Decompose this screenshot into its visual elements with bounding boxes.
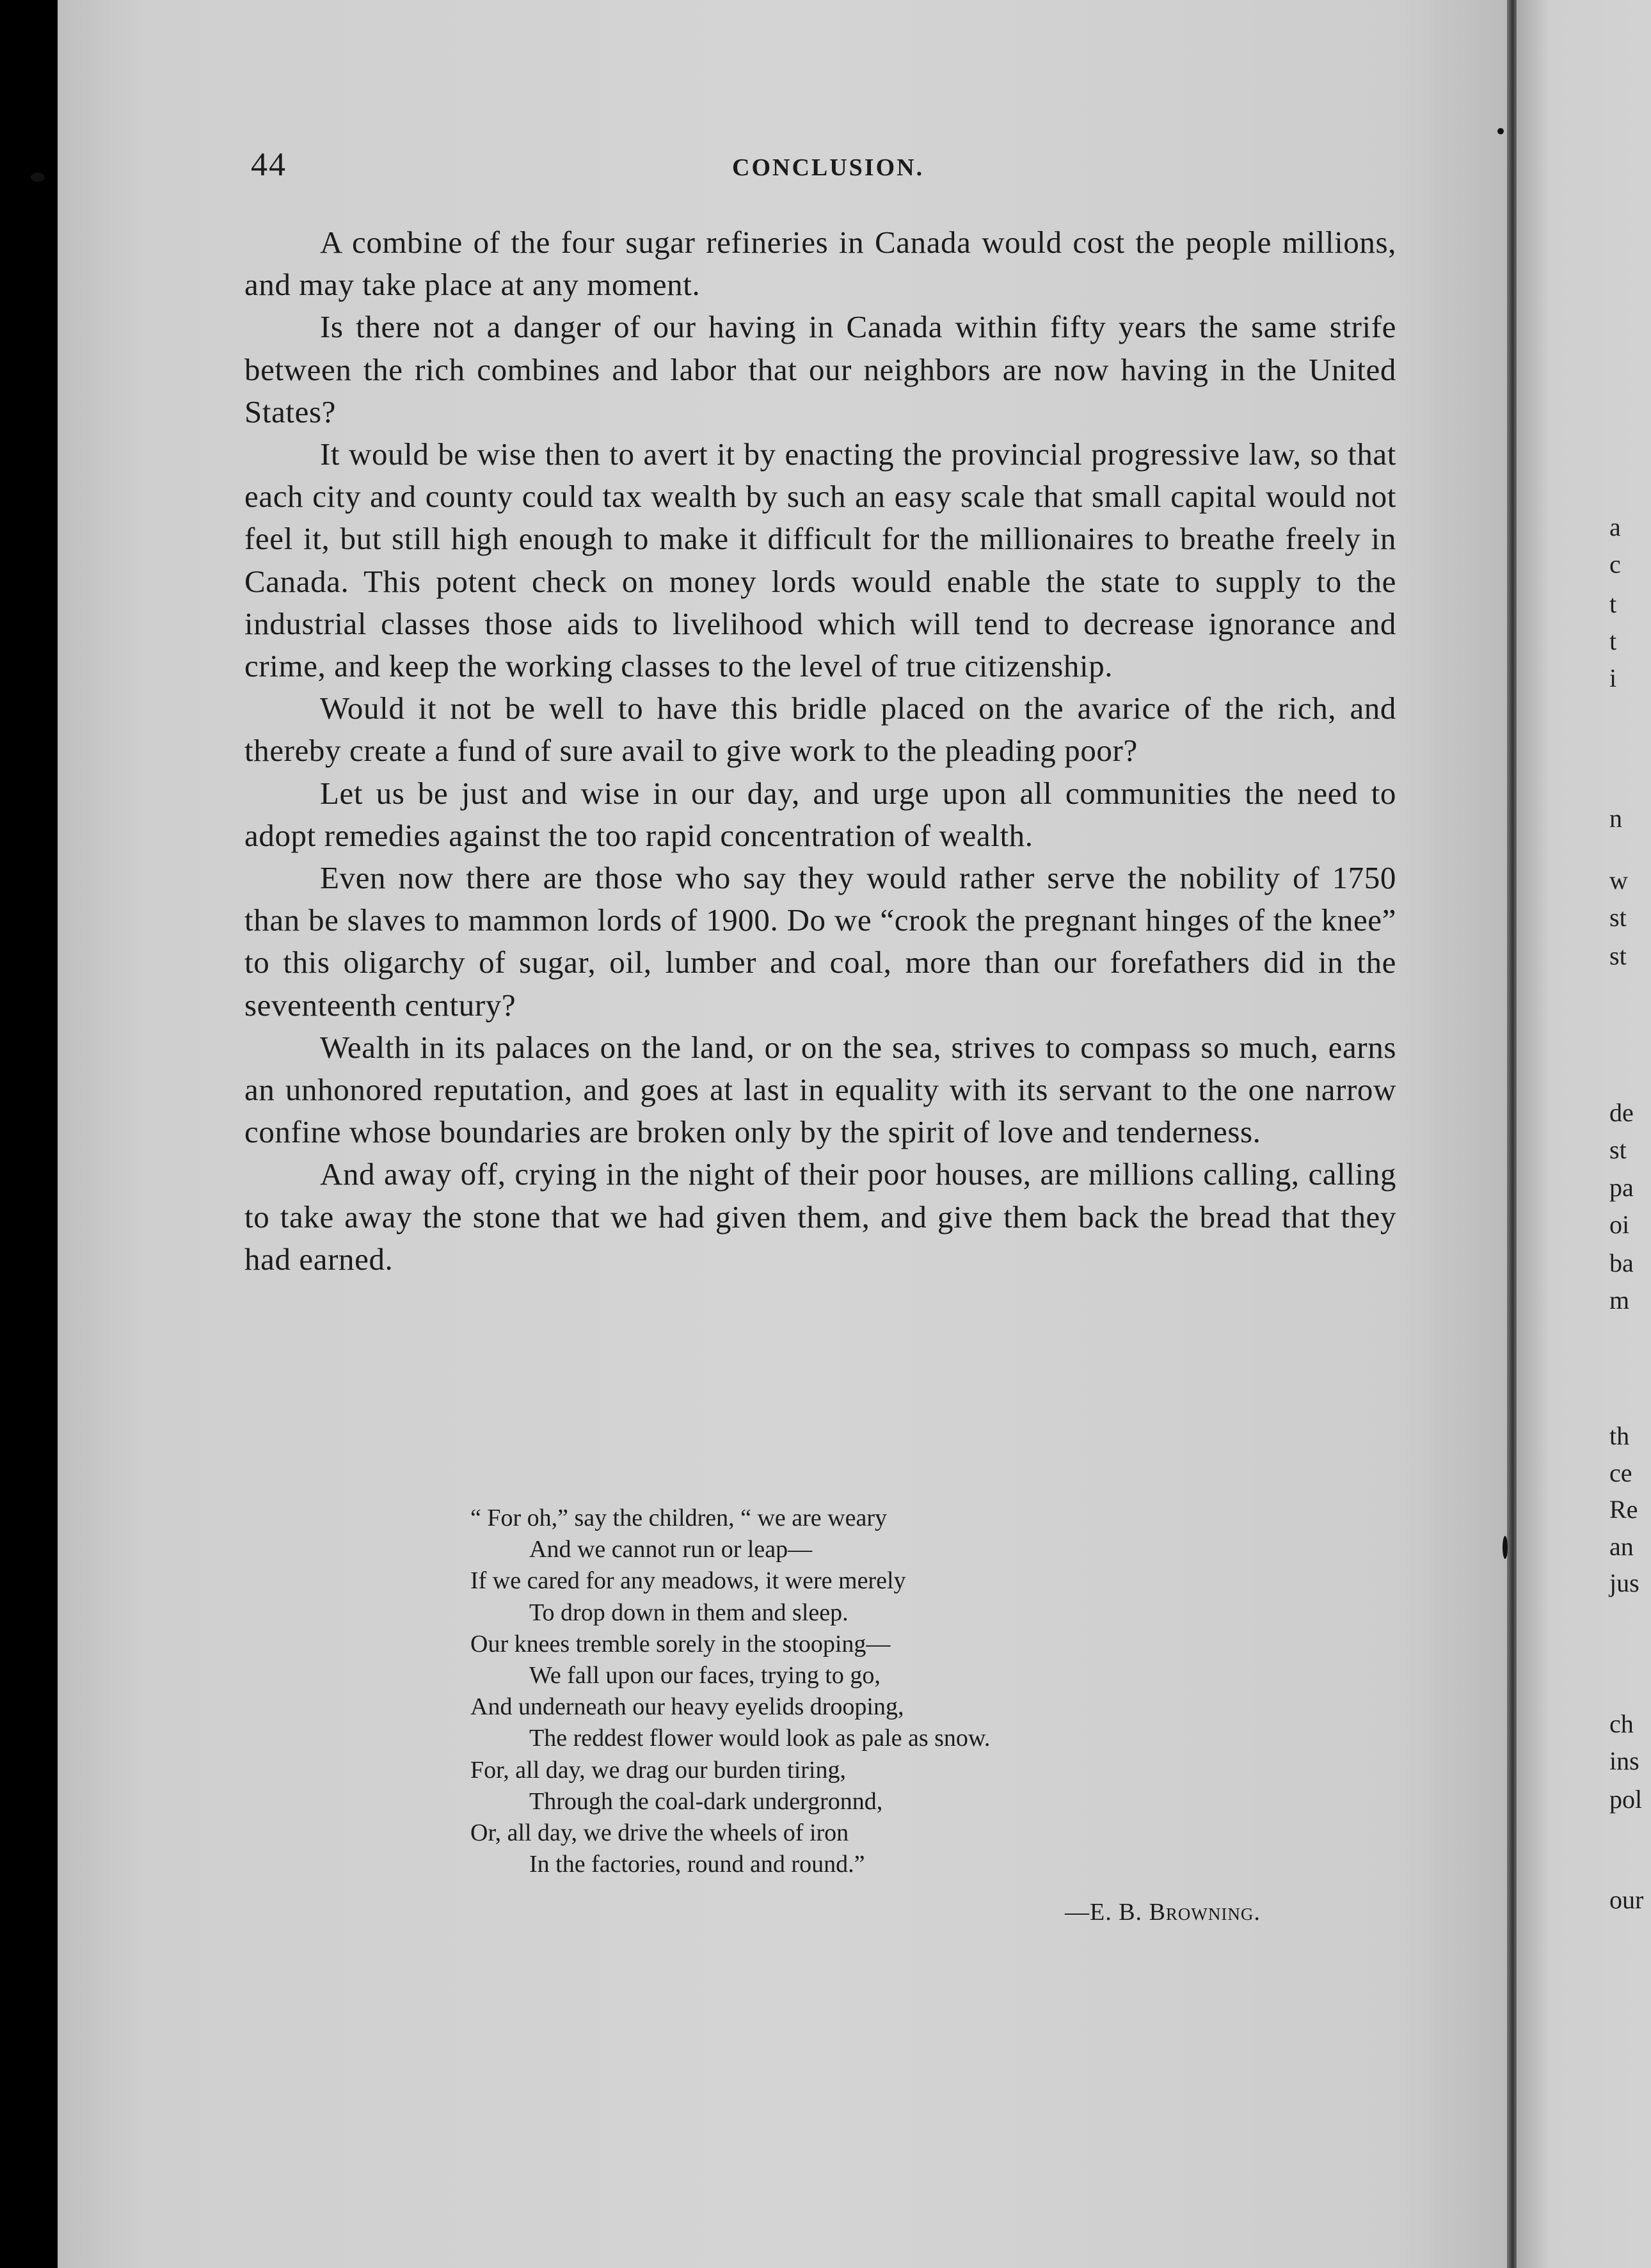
poem-line: For, all day, we drag our burden tiring,	[470, 1756, 846, 1784]
facing-page-fragment: i	[1609, 664, 1617, 692]
paragraph: It would be wise then to avert it by enacting the provincial progressive law, so that each city and county could tax wealth by such an easy scale that small capital would not feel it, but still high enough to make it difficult for the millionaires to breathe freely in Canada. This potent check on money lords would enable the state to supply to the industrial classes those aids to livelihood which will tend to decrease ignorance and crime, and keep the working classes to the level of true citizenship.	[244, 436, 1396, 684]
facing-page-fragment: st	[1609, 941, 1627, 970]
attribution-initials: —E. B.	[1065, 1899, 1149, 1926]
facing-page-fragment: th	[1609, 1421, 1630, 1450]
poem-line: And we cannot run or leap—	[529, 1536, 813, 1563]
poem-line: We fall upon our faces, trying to go,	[529, 1662, 881, 1689]
page-number: 44	[251, 147, 287, 183]
body-text	[244, 221, 1396, 1281]
facing-page-fragment: c	[1609, 550, 1621, 579]
facing-page-fragment: n	[1609, 804, 1622, 833]
facing-page-fragment: st	[1609, 903, 1627, 932]
facing-page-fragment: a	[1609, 513, 1621, 541]
paragraph: Is there not a danger of our having in Canada within fifty years the same strife between the rich combines and labor that our neighbors are now having in the United States?	[244, 309, 1396, 429]
poem-line: “ For oh,” say the children, “ we are weary	[470, 1505, 887, 1531]
facing-page-fragment: our	[1609, 1885, 1644, 1914]
poem-line: Our knees tremble sorely in the stooping—	[470, 1630, 891, 1657]
facing-page-fragment: ce	[1609, 1458, 1632, 1487]
facing-page-fragment: m	[1609, 1286, 1630, 1314]
facing-page-fragment: an	[1609, 1532, 1634, 1561]
poem-attribution	[1065, 1897, 1261, 1928]
facing-page-fragment: st	[1609, 1135, 1627, 1164]
poem-line: To drop down in them and sleep.	[529, 1599, 849, 1626]
poem-line: And underneath our heavy eyelids drooping,	[470, 1693, 904, 1721]
facing-page-fragment: de	[1609, 1098, 1634, 1127]
poem-line: The reddest flower would look as pale as snow.	[529, 1725, 991, 1752]
facing-page	[1517, 0, 1651, 2268]
paragraph: A combine of the four sugar refineries in Canada would cost the people millions, and may take place at any moment.	[244, 225, 1396, 303]
running-head: CONCLUSION.	[732, 154, 925, 181]
facing-page-fragment: pol	[1609, 1785, 1643, 1814]
facing-page-fragment: w	[1609, 866, 1628, 895]
facing-page-fragment: ch	[1609, 1709, 1634, 1738]
facing-page-fragment: oi	[1609, 1210, 1630, 1239]
facing-page-fragment: Re	[1609, 1495, 1638, 1524]
scan-speck	[31, 173, 45, 182]
facing-page-fragment: t	[1609, 627, 1617, 655]
paragraph: Would it not be well to have this bridle placed on the avarice of the rich, and thereby create a fund of sure avail to give work to the pleading poor?	[244, 691, 1396, 769]
facing-page-fragment: jus	[1609, 1569, 1639, 1597]
poem-quotation	[470, 1503, 1353, 1880]
poem-line: If we cared for any meadows, it were merely	[470, 1567, 906, 1595]
facing-page-fragment: t	[1609, 589, 1617, 618]
paragraph: Wealth in its palaces on the land, or on the sea, strives to compass so much, earns an unhonored reputation, and goes at last in equality with its servant to the one narrow confine whose boundaries are broken only by the spirit of love and tenderness.	[244, 1029, 1396, 1150]
facing-page-fragment: pa	[1609, 1173, 1634, 1202]
paragraph: And away off, crying in the night of their poor houses, are millions calling, calling to take away the stone that we had given them, and give them back the bread that they had earned.	[244, 1156, 1396, 1277]
poem-line: In the factories, round and round.”	[529, 1851, 865, 1878]
poem-line: Or, all day, we drive the wheels of iron	[470, 1819, 849, 1847]
facing-page-fragment: ins	[1609, 1746, 1639, 1775]
facing-page-fragment: ba	[1609, 1249, 1634, 1277]
paragraph: Let us be just and wise in our day, and urge upon all communities the need to adopt remedies against the too rapid concentration of wealth.	[244, 775, 1396, 853]
scan-speck	[1503, 1536, 1508, 1559]
attribution-surname: Browning.	[1149, 1899, 1261, 1926]
paragraph: Even now there are those who say they would rather serve the nobility of 1750 than be slaves to mammon lords of 1900. Do we “crook the pregnant hinges of the knee” to this oligarchy of sugar, oil, lumber and coal, more than our forefathers did in the seventeenth century?	[244, 860, 1396, 1023]
scan-speck	[1497, 128, 1504, 134]
poem-line: Through the coal-dark undergronnd,	[529, 1787, 883, 1815]
